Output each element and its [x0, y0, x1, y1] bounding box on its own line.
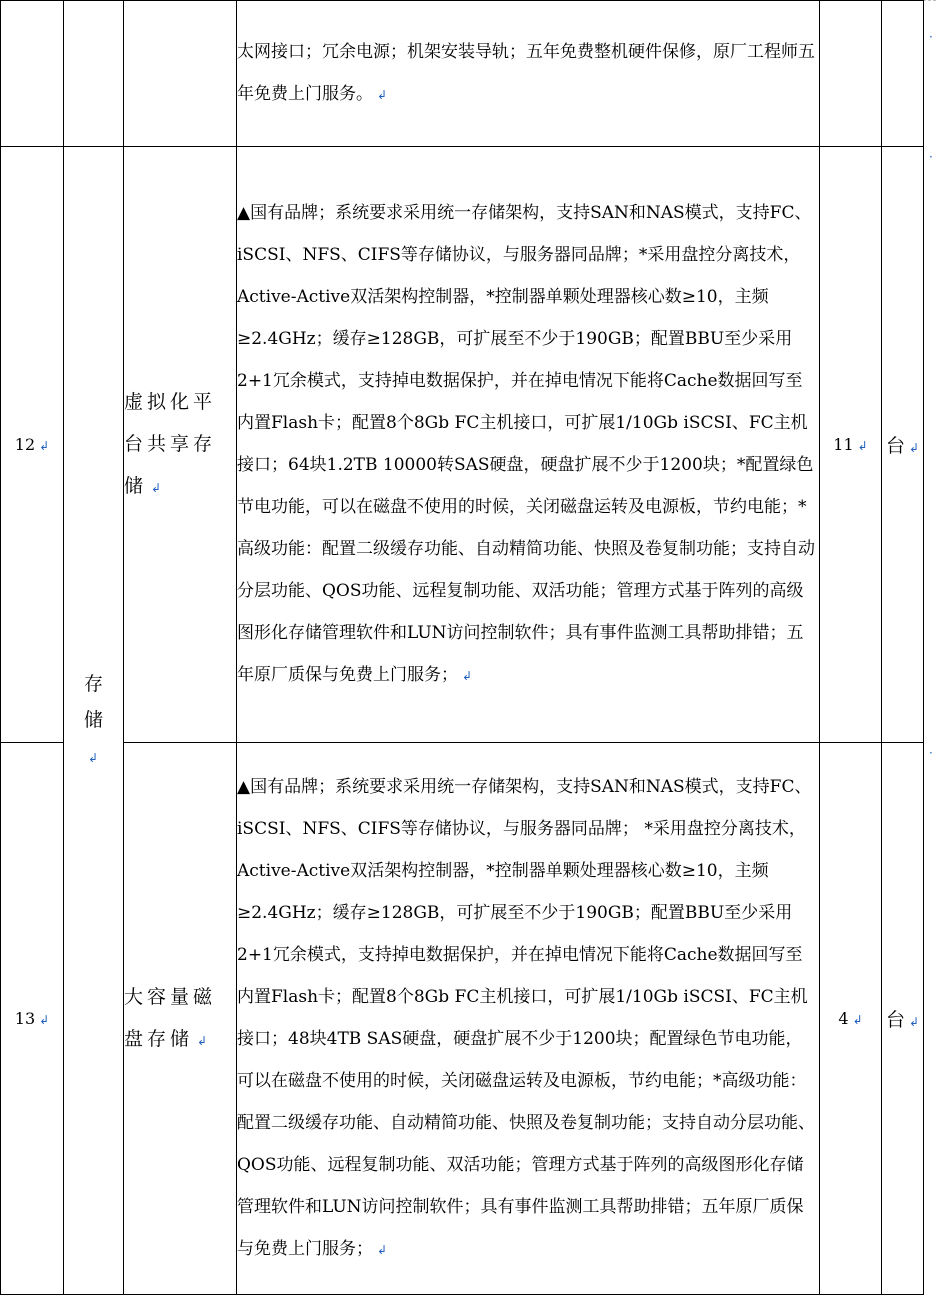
- paragraph-mark-icon: ↲: [852, 1013, 863, 1027]
- paragraph-mark-icon: ↲: [462, 669, 473, 683]
- paragraph-mark-icon: ↲: [857, 439, 868, 453]
- paragraph-mark-icon: ↲: [151, 480, 166, 495]
- description-text: ▲国有品牌；系统要求采用统一存储架构，支持SAN和NAS模式，支持FC、iSCSI、NFS、CIFS等存储协议，与服务器同品牌； *采用盘控分离技术，Active-Active双活架构控制器，*控制器单颗处理器核心数≥10，主频≥2.4GHz；缓存≥128GB，可扩展至不少于190GB；配置BBU至少采用2+1冗余模式，支持掉电数据保护，并在掉电情况下能将Cache数据回写至内置Flash卡；配置8个8Gb FC主机接口，可扩展1/10Gb iSCSI、FC主机接口；48块4TB SAS硬盘，硬盘扩展不少于1200块；配置绿色节电功能，可以在磁盘不使用的时候，关闭磁盘运转及电源板，节约电能；*高级功能：配置二级缓存功能、自动精简功能、快照及卷复制功能；支持自动分层功能、QOS功能、远程复制功能、双活功能；管理方式基于阵列的高级图形化存储管理软件和LUN访问控制软件；具有事件监测工具帮助排错；五年原厂质保与免费上门服务；: [237, 777, 815, 1259]
- description-cell: [237, 1, 820, 147]
- paragraph-mark-icon: ↲: [908, 1015, 920, 1029]
- row-number-cell: 12 ↲: [1, 147, 64, 743]
- quantity-cell: 11 ↲: [820, 147, 882, 743]
- row-end-mark-icon: ·: [929, 30, 933, 44]
- quantity-cell: [820, 1, 882, 147]
- description-cell: [237, 147, 820, 743]
- paragraph-mark-icon: ↲: [39, 439, 50, 453]
- row-end-mark-icon: ·: [929, 150, 933, 164]
- paragraph-mark-icon: ↲: [377, 1243, 388, 1257]
- item-name-cell: 大容量磁盘存储 ↲: [124, 743, 237, 1295]
- unit-cell: [882, 1, 924, 147]
- table-row: [1, 743, 924, 1295]
- category-cell-storage: 存储↲: [64, 147, 124, 1295]
- category-cell: [64, 1, 124, 147]
- paragraph-mark-icon: ↲: [88, 750, 99, 765]
- paragraph-mark-icon: ↲: [39, 1013, 50, 1027]
- description-cell: [237, 743, 820, 1295]
- description-text: ▲国有品牌；系统要求采用统一存储架构，支持SAN和NAS模式，支持FC、iSCSI、NFS、CIFS等存储协议，与服务器同品牌；*采用盘控分离技术，Active-Active双活架构控制器，*控制器单颗处理器核心数≥10，主频≥2.4GHz；缓存≥128GB，可扩展至不少于190GB；配置BBU至少采用2+1冗余模式，支持掉电数据保护，并在掉电情况下能将Cache数据回写至内置Flash卡；配置8个8Gb FC主机接口，可扩展1/10Gb iSCSI、FC主机接口；64块1.2TB 10000转SAS硬盘，硬盘扩展不少于1200块；*配置绿色节电功能，可以在磁盘不使用的时候，关闭磁盘运转及电源板，节约电能；*高级功能：配置二级缓存功能、自动精简功能、快照及卷复制功能；支持自动分层功能、QOS功能、远程复制功能、双活功能；管理方式基于阵列的高级图形化存储管理软件和LUN访问控制软件；具有事件监测工具帮助排错；五年原厂质保与免费上门服务；: [237, 203, 815, 685]
- row-end-mark-icon: ·: [929, 746, 933, 760]
- table-row-continuation: [1, 1, 924, 147]
- table-row: [1, 147, 924, 743]
- paragraph-mark-icon: ↲: [197, 1033, 212, 1048]
- unit-cell: 台 ↲: [882, 743, 924, 1295]
- paragraph-mark-icon: ↲: [377, 88, 388, 102]
- row-number-cell: 13 ↲: [1, 743, 64, 1295]
- item-name-cell: 虚拟化平台共享存储 ↲: [124, 147, 237, 743]
- row-number-cell: [1, 1, 64, 147]
- paragraph-mark-icon: ↲: [908, 441, 920, 455]
- item-name-cell: [124, 1, 237, 147]
- quantity-cell: 4 ↲: [820, 743, 882, 1295]
- unit-cell: 台 ↲: [882, 147, 924, 743]
- description-text: 太网接口；冗余电源；机架安装导轨；五年免费整机硬件保修，原厂工程师五年免费上门服务。: [237, 42, 815, 104]
